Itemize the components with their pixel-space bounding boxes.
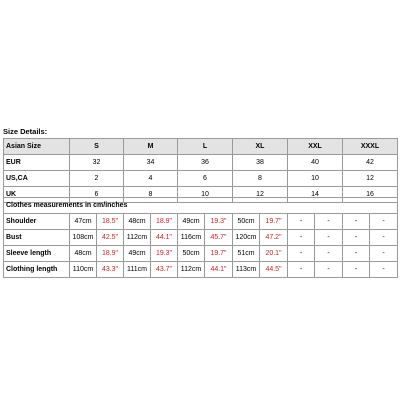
size-row-label: EUR	[4, 155, 70, 171]
size-cell: 16	[343, 187, 398, 203]
measurement-label: Sleeve length	[4, 246, 70, 262]
measurement-empty: -	[288, 246, 315, 262]
measurement-cm: 48cm	[70, 246, 97, 262]
measurement-empty: -	[370, 246, 398, 262]
measurement-label: Shoulder	[4, 214, 70, 230]
measurements-table	[3, 197, 398, 278]
size-row-label: US,CA	[4, 171, 70, 187]
measurement-inch: 19.3"	[205, 214, 233, 230]
measurement-label: Clothing length	[4, 262, 70, 278]
measurement-empty: -	[370, 214, 398, 230]
page-title: Size Details:	[3, 127, 48, 136]
measurement-empty: -	[343, 214, 370, 230]
measurement-cm: 50cm	[233, 214, 260, 230]
measurement-empty: -	[315, 262, 343, 278]
measurement-cm: 116cm	[178, 230, 205, 246]
size-header-cell: S	[70, 139, 124, 155]
measurement-inch: 18.5"	[97, 214, 124, 230]
measurement-cm: 113cm	[233, 262, 260, 278]
size-cell: 12	[343, 171, 398, 187]
size-cell: 8	[233, 171, 288, 187]
measurement-inch: 19.3"	[151, 246, 178, 262]
size-cell: 10	[288, 171, 343, 187]
measurement-inch: 19.7"	[260, 214, 288, 230]
measurement-cm: 110cm	[70, 262, 97, 278]
measurement-cm: 50cm	[178, 246, 205, 262]
size-cell: 38	[233, 155, 288, 171]
measurement-empty: -	[315, 230, 343, 246]
measurement-row	[4, 230, 398, 246]
measurement-inch: 44.5"	[260, 262, 288, 278]
measurement-inch: 47.2"	[260, 230, 288, 246]
measurements-section-row	[4, 198, 398, 214]
size-cell: 6	[70, 187, 124, 203]
size-cell: 4	[124, 171, 178, 187]
measurement-empty: -	[370, 230, 398, 246]
measurement-empty: -	[288, 262, 315, 278]
size-row	[4, 171, 398, 187]
size-cell: 2	[70, 171, 124, 187]
size-header-cell: XXXL	[343, 139, 398, 155]
measurement-inch: 45.7"	[205, 230, 233, 246]
measurement-cm: 112cm	[124, 230, 151, 246]
size-cell: 14	[288, 187, 343, 203]
measurement-cm: 51cm	[233, 246, 260, 262]
measurement-cm: 120cm	[233, 230, 260, 246]
measurements-section-title: Clothes measurements in cm/inches	[4, 198, 398, 214]
measurement-cm: 47cm	[70, 214, 97, 230]
measurement-row	[4, 246, 398, 262]
size-header-cell: M	[124, 139, 178, 155]
measurement-inch: 18.9"	[97, 246, 124, 262]
measurement-empty: -	[315, 246, 343, 262]
size-header-row	[4, 139, 398, 155]
measurement-cm: 111cm	[124, 262, 151, 278]
measurement-inch: 44.1"	[151, 230, 178, 246]
measurement-inch: 43.3"	[97, 262, 124, 278]
size-header-cell: L	[178, 139, 233, 155]
size-cell: 12	[233, 187, 288, 203]
size-header-cell: XL	[233, 139, 288, 155]
measurement-empty: -	[343, 246, 370, 262]
measurement-inch: 42.5"	[97, 230, 124, 246]
size-row-label: UK	[4, 187, 70, 203]
measurement-empty: -	[343, 262, 370, 278]
measurement-cm: 108cm	[70, 230, 97, 246]
size-conversion-table	[3, 138, 398, 203]
size-cell: 36	[178, 155, 233, 171]
measurement-inch: 43.7"	[151, 262, 178, 278]
measurement-empty: -	[288, 214, 315, 230]
size-cell: 40	[288, 155, 343, 171]
measurement-inch: 19.7"	[205, 246, 233, 262]
measurement-cm: 49cm	[178, 214, 205, 230]
measurement-cm: 49cm	[124, 246, 151, 262]
measurement-cm: 48cm	[124, 214, 151, 230]
measurement-inch: 18.9"	[151, 214, 178, 230]
measurement-inch: 20.1"	[260, 246, 288, 262]
measurement-empty: -	[288, 230, 315, 246]
size-cell: 42	[343, 155, 398, 171]
measurement-empty: -	[343, 230, 370, 246]
size-cell: 32	[70, 155, 124, 171]
size-row	[4, 155, 398, 171]
measurement-cm: 112cm	[178, 262, 205, 278]
size-cell: 34	[124, 155, 178, 171]
size-cell: 8	[124, 187, 178, 203]
size-header-cell: XXL	[288, 139, 343, 155]
measurement-empty: -	[315, 214, 343, 230]
measurement-label: Bust	[4, 230, 70, 246]
measurement-row	[4, 214, 398, 230]
size-cell: 6	[178, 171, 233, 187]
size-cell: 10	[178, 187, 233, 203]
measurement-empty: -	[370, 262, 398, 278]
measurement-inch: 44.1"	[205, 262, 233, 278]
measurement-row	[4, 262, 398, 278]
size-header-label: Asian Size	[4, 139, 70, 155]
